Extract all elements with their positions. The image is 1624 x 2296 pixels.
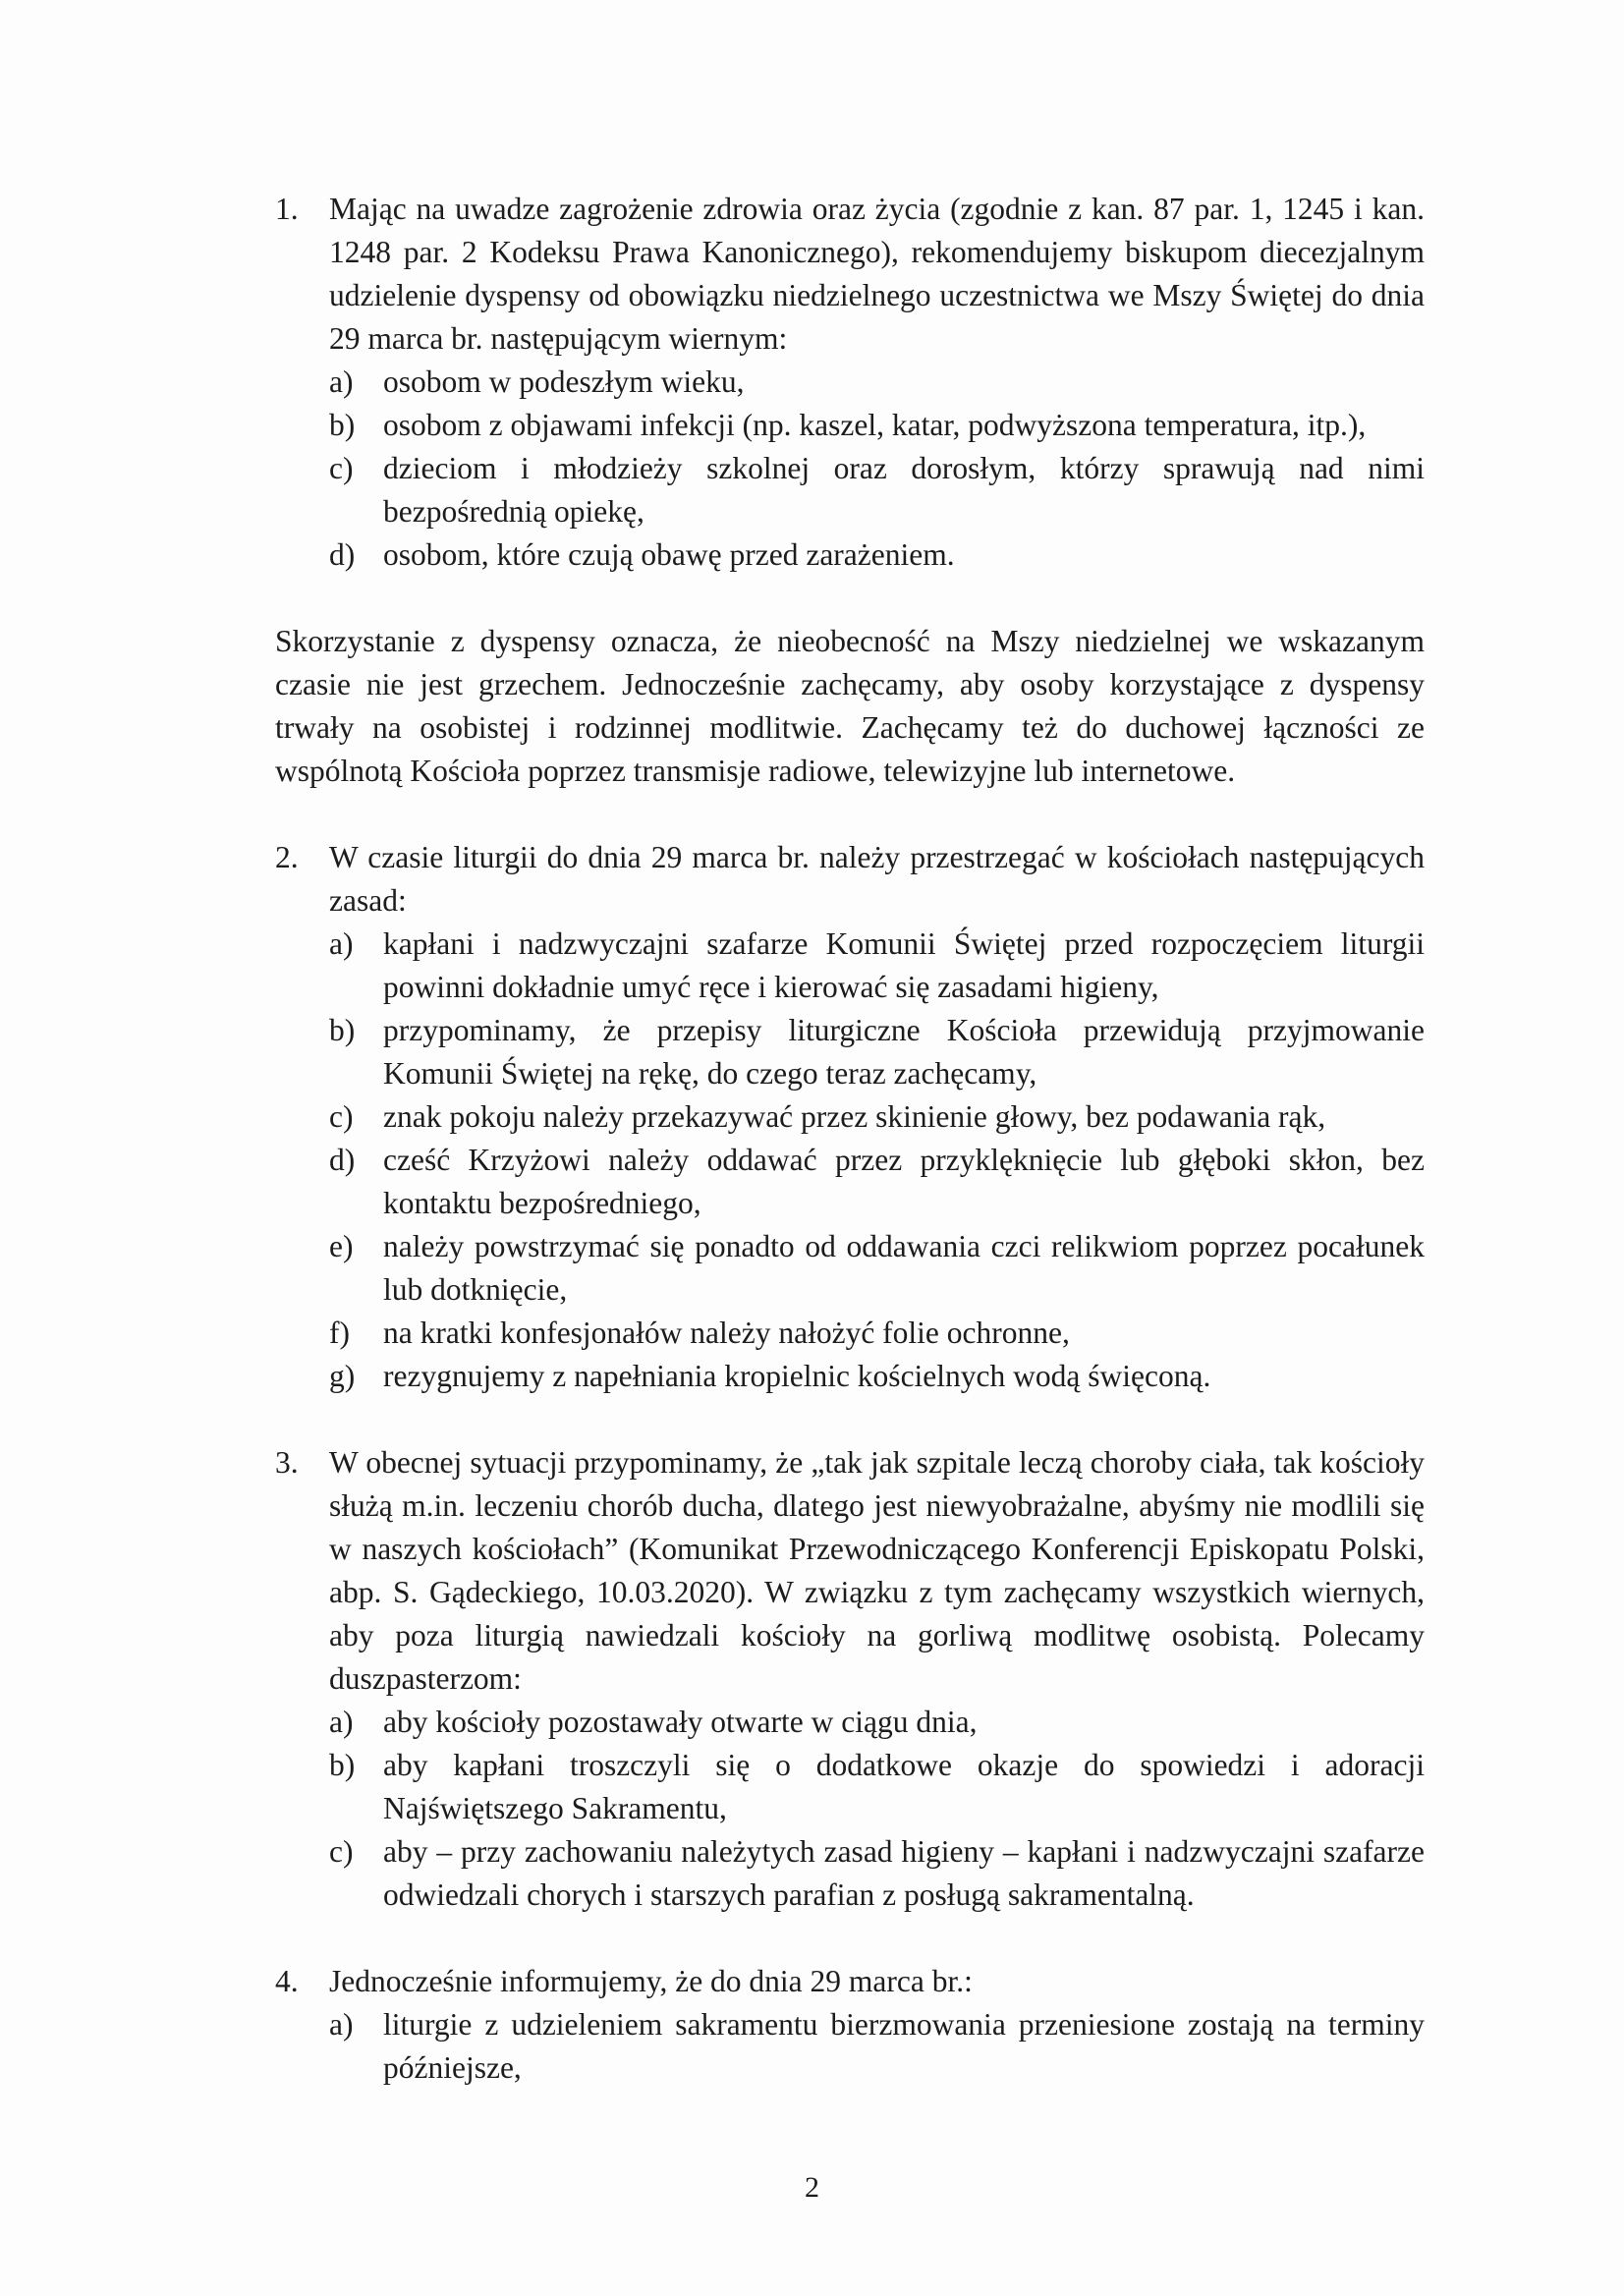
section-text: Jednocześnie informujemy, że do dnia 29 marca br.:: [329, 1964, 973, 1998]
section-1: [275, 188, 1425, 577]
item-label: f): [329, 1316, 350, 1350]
list-item: [329, 1009, 1425, 1095]
item-text: osobom w podeszłym wieku,: [383, 364, 745, 399]
sub-list: [329, 2003, 1425, 2090]
list-item: [329, 1701, 1425, 1744]
item-label: a): [329, 2007, 354, 2042]
list-item: [329, 361, 1425, 404]
item-text: na kratki konfesjonałów należy nałożyć folie ochronne,: [383, 1316, 1070, 1350]
section-number: 3.: [275, 1445, 299, 1480]
item-label: a): [329, 364, 354, 399]
item-label: c): [329, 1099, 354, 1134]
item-text: aby – przy zachowaniu należytych zasad higieny – kapłani i nadzwyczajni szafarze odwiedzali chorych i starszych parafian z posługą sakramentalną.: [383, 1834, 1425, 1912]
section-4: [275, 1960, 1425, 2090]
sub-list: [329, 1701, 1425, 1917]
list-item: [329, 1225, 1425, 1312]
section-3: [275, 1441, 1425, 1917]
item-label: d): [329, 537, 356, 572]
item-label: c): [329, 1834, 354, 1869]
section-text: W czasie liturgii do dnia 29 marca br. należy przestrzegać w kościołach następujących zasad:: [329, 840, 1425, 918]
item-label: b): [329, 408, 356, 442]
item-label: b): [329, 1013, 356, 1047]
page-number: 2: [805, 2171, 819, 2204]
list-item: [329, 1744, 1425, 1830]
item-text: aby kapłani troszczyli się o dodatkowe okazje do spowiedzi i adoracji Najświętszego Sakramentu,: [383, 1748, 1425, 1825]
item-text: aby kościoły pozostawały otwarte w ciągu dnia,: [383, 1705, 978, 1739]
list-item: [329, 1312, 1425, 1355]
sub-list: [329, 923, 1425, 1398]
item-text: znak pokoju należy przekazywać przez skinienie głowy, bez podawania rąk,: [383, 1099, 1326, 1134]
item-label: g): [329, 1359, 356, 1393]
list-item: [329, 2003, 1425, 2090]
item-text: osobom, które czują obawę przed zarażeniem.: [383, 537, 955, 572]
list-item: [329, 1095, 1425, 1139]
list-item: [329, 447, 1425, 533]
document-body: [275, 188, 1425, 2090]
section-number: 2.: [275, 840, 299, 874]
section-number: 1.: [275, 192, 299, 226]
item-label: b): [329, 1748, 356, 1782]
item-label: d): [329, 1143, 356, 1177]
list-item: [329, 533, 1425, 577]
list-item: [329, 404, 1425, 447]
item-text: cześć Krzyżowi należy oddawać przez przyklęknięcie lub głęboki skłon, bez kontaktu bezpośredniego,: [383, 1143, 1425, 1220]
item-label: e): [329, 1229, 354, 1263]
item-text: osobom z objawami infekcji (np. kaszel, katar, podwyższona temperatura, itp.),: [383, 408, 1367, 442]
section-number: 4.: [275, 1964, 299, 1998]
item-label: c): [329, 451, 354, 485]
item-text: rezygnujemy z napełniania kropielnic kościelnych wodą święconą.: [383, 1359, 1211, 1393]
dispensation-paragraph: Skorzystanie z dyspensy oznacza, że nieobecność na Mszy niedzielnej we wskazanym czasie nie jest grzechem. Jednocześnie zachęcamy, aby osoby korzystające z dyspensy trwały na osobistej i rodzinnej modlitwie. Zachęcamy też do duchowej łączności ze wspólnotą Kościoła poprzez transmisje radiowe, telewizyjne lub internetowe.: [275, 624, 1425, 788]
item-label: a): [329, 1705, 354, 1739]
list-item: [329, 923, 1425, 1009]
list-item: [329, 1139, 1425, 1225]
item-text: kapłani i nadzwyczajni szafarze Komunii Świętej przed rozpoczęciem liturgii powinni dokładnie umyć ręce i kierować się zasadami higieny,: [383, 926, 1425, 1004]
item-text: liturgie z udzieleniem sakramentu bierzmowania przeniesione zostają na terminy późniejsze,: [383, 2007, 1425, 2085]
item-label: a): [329, 926, 354, 961]
item-text: należy powstrzymać się ponadto od oddawania czci relikwiom poprzez pocałunek lub dotknięcie,: [383, 1229, 1425, 1307]
item-text: dzieciom i młodzieży szkolnej oraz dorosłym, którzy sprawują nad nimi bezpośrednią opiekę,: [383, 451, 1425, 529]
section-text: W obecnej sytuacji przypominamy, że „tak jak szpitale leczą choroby ciała, tak kościoły służą m.in. leczeniu chorób ducha, dlatego jest niewyobrażalne, abyśmy nie modlili się w naszych kościołach” (Komunikat Przewodniczącego Konferencji Episkopatu Polski, abp. S. Gądeckiego, 10.03.2020). W związku z tym zachęcamy wszystkich wiernych, aby poza liturgią nawiedzali kościoły na gorliwą modlitwę osobistą. Polecamy duszpasterzom:: [329, 1445, 1425, 1696]
list-item: [329, 1355, 1425, 1398]
item-text: przypominamy, że przepisy liturgiczne Kościoła przewidują przyjmowanie Komunii Świętej na rękę, do czego teraz zachęcamy,: [383, 1013, 1425, 1091]
sub-list: [329, 361, 1425, 577]
section-text: Mając na uwadze zagrożenie zdrowia oraz życia (zgodnie z kan. 87 par. 1, 1245 i kan. 1248 par. 2 Kodeksu Prawa Kanonicznego), rekomendujemy biskupom diecezjalnym udzielenie dyspensy od obowiązku niedzielnego uczestnictwa we Mszy Świętej do dnia 29 marca br. następującym wiernym:: [329, 192, 1425, 356]
list-item: [329, 1830, 1425, 1917]
section-2: [275, 836, 1425, 1398]
